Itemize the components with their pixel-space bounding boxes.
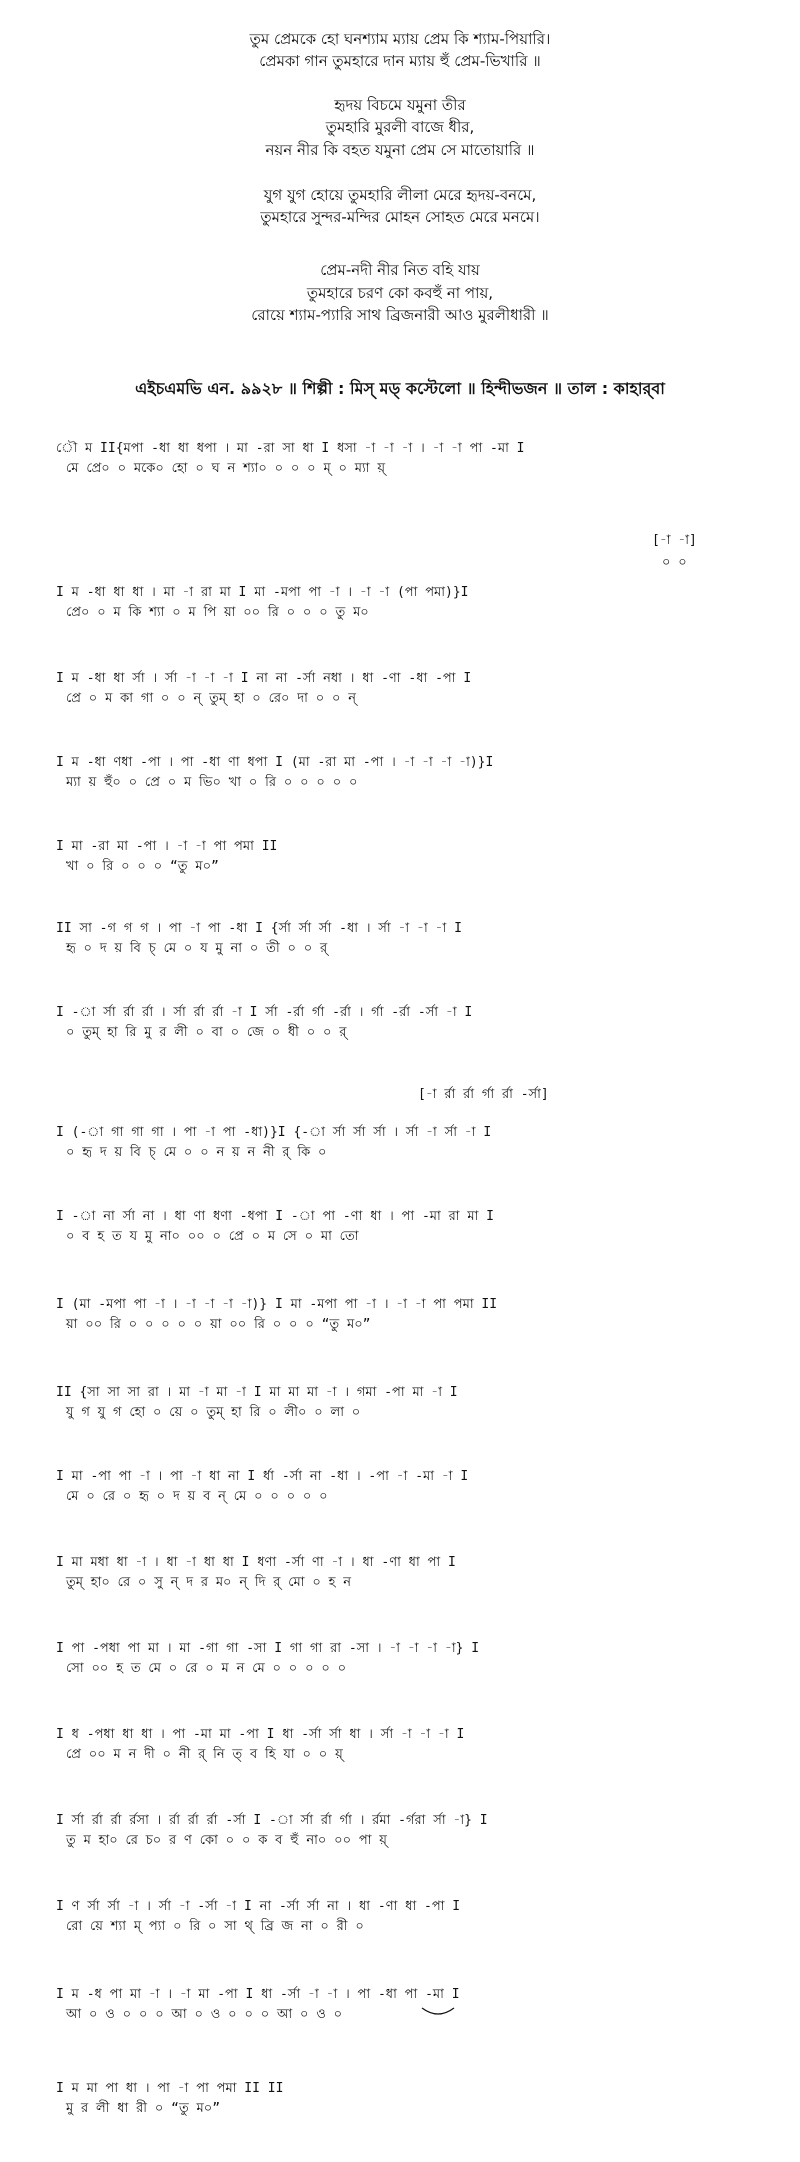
swaralipi-line: I পা -পধা পা মা । মা -গা গা -সা I গা গা রা -সা । -া -া -া -া} I: [56, 1641, 480, 1656]
swaralipi-line: I ম -ধা ণধা -পা । পা -ধা ণা ধপা I (মা -রা মা -পা । -া -া -া -া)}I: [56, 755, 494, 770]
notation-row: [56, 1554, 756, 1598]
swaralipi-line: I ধ -পধা ধা ধা । পা -মা মা -পা I ধা -র্সা র্সা ধা । র্সা -া -া -া I: [56, 1727, 465, 1742]
lyric-syllable-line: রো য়ে শ্যা ম্ প্যা ০ রি ০ সা থ্ ব্রি জ না ০ রী ০: [66, 1919, 364, 1934]
notation-row: [56, 1124, 756, 1168]
notation-row: [56, 1384, 756, 1428]
lyric-line: প্রেমকা গান তুমহারে দান ম্যায় হুঁ প্রেম-ভিখারি ॥: [259, 52, 541, 70]
notation-row: [56, 754, 756, 798]
bracket-annotation: [-া র্রা র্রা র্গা র্রা -র্সা]: [418, 1087, 549, 1102]
lyric-syllable-line: হৃ ০ দ য় বি চ্ মে ০ য মু না ০ তী ০ ০ র্: [66, 941, 328, 956]
swaralipi-line: II {সা সা সা রা । মা -া মা -া I মা মা মা -া । গমা -পা মা -া I: [56, 1385, 458, 1400]
record-heading: এইচএমভি এন. ৯৯২৮ ॥ শিল্পী : মিস্ মড্ কস্টেলো ॥ হিন্দীভজন ॥ তাল : কাহার্‌বা: [135, 379, 665, 398]
swaralipi-line: I ম -ধ পা মা -া । -া মা -পা I ধা -র্সা -া -া । পা -ধা পা -মা I: [56, 1987, 460, 2002]
lyric-syllable-line: যু গ যু গ হো ০ য়ে ০ তুম্ হা রি ০ লী০ ০ লা ০: [66, 1405, 361, 1420]
notation-row: [56, 1986, 756, 2030]
swaralipi-line: I ম মা পা ধা । পা -া পা পমা II II: [56, 2081, 284, 2096]
lyric-line: নয়ন নীর কি বহত যমুনা প্রেম সে মাতোয়ারি ॥: [265, 141, 535, 159]
notation-row: [56, 670, 756, 714]
lyric-syllable-line: প্রে ০ ম কা গা ০ ০ ন্ তুম্ হা ০ রে০ দা ০ ০ ন্: [66, 691, 357, 706]
notation-row: [56, 838, 756, 882]
lyric-syllable-line: য়া ০০ রি ০ ০ ০ ০ ০ য়া ০০ রি ০ ০ ০ “তু ম০”: [66, 1317, 371, 1332]
lyric-syllable-line: ০ হৃ দ য় বি চ্ মে ০ ০ ন য় ন নী র্ কি ০: [66, 1145, 327, 1160]
notation-row: [56, 1296, 756, 1340]
notation-row: [56, 1208, 756, 1252]
notation-row: [56, 440, 756, 484]
notation-row: [56, 2080, 756, 2124]
notation-row: [56, 1726, 756, 1770]
notation-row: [56, 1812, 756, 1856]
notation-row: [56, 1898, 756, 1942]
lyric-syllable-line: ০ ব হ ত য মু না০ ০০ ০ প্রে ০ ম সে ০ মা তো: [66, 1229, 359, 1244]
lyric-line: তুমহারে চরণ কো কবহুঁ না পায়,: [306, 284, 494, 302]
swaralipi-line: I ম -ধা ধা ধা । মা -া রা মা I মা -মপা পা -া । -া -া (পা পমা)}I: [56, 585, 469, 600]
swaralipi-line: I মা -পা পা -া । পা -া ধা না I র্ধা -র্সা না -ধা । -পা -া -মা -া I: [56, 1469, 469, 1484]
notation-row: [56, 1004, 756, 1048]
lyric-syllable-line: মু র লী ধা রী ০ “তু ম০”: [66, 2101, 221, 2116]
lyric-syllable-line: মে ০ রে ০ হৃ ০ দ য় ব ন্ মে ০ ০ ০ ০ ০: [66, 1489, 328, 1504]
lyric-syllable-line: প্রে০ ০ ম কি শ্যা ০ ম পি য়া ০০ রি ০ ০ ০ তু ম০: [66, 605, 369, 620]
swaralipi-line: I ম -ধা ধা র্সা । র্সা -া -া -া I না না -র্সা নধা । ধা -ণা -ধা -পা I: [56, 671, 472, 686]
lyric-line: রোয়ে শ্যাম-প্যারি সাথ ব্রিজনারী আও মুরলীধারী ॥: [251, 306, 549, 324]
lyric-syllable-line: আ ০ ও ০ ০ ০ আ ০ ও ০ ০ ০ আ ০ ও ০: [66, 2007, 343, 2022]
lyric-line: তুমহারি মুরলী বাজে ধীর,: [325, 118, 475, 136]
lyric-line: প্রেম-নদী নীর নিত বহি যায়: [320, 261, 480, 279]
lyric-syllable-line: খা ০ রি ০ ০ ০ “তু ম০”: [66, 859, 219, 874]
lyric-syllable-line: তু ম হা০ রে চ০ র ণ কো ০ ০ ক ব হুঁ না০ ০০ পা য়্: [66, 1833, 387, 1848]
swaralipi-line: I -া র্সা র্রা র্রা । র্সা র্রা র্রা -া I র্সা -র্রা র্গা -র্রা । র্গা -র্রা -র্সা -া I: [56, 1005, 473, 1020]
swaralipi-line: I মা মধা ধা -া । ধা -া ধা ধা I ধণা -র্সা ণা -া । ধা -ণা ধা পা I: [56, 1555, 456, 1570]
swaralipi-line: I ণ র্সা র্সা -া । র্সা -া -র্সা -া I না -র্সা র্সা না । ধা -ণা ধা -পা I: [56, 1899, 461, 1914]
swaralipi-line: I -া না র্সা না । ধা ণা ধণা -ধপা I -া পা -ণা ধা । পা -মা রা মা I: [56, 1209, 494, 1224]
notation-row: [56, 584, 756, 628]
notation-row: [56, 1640, 756, 1684]
slur-mark: [420, 2006, 456, 2018]
swaralipi-line: I মা -রা মা -পা । -া -া পা পমা II: [56, 839, 278, 854]
notation-row: [56, 1468, 756, 1512]
notation-row: [56, 920, 756, 964]
lyric-syllable-line: মে প্রে০ ০ মকে০ হো ০ ঘ ন শ্যা০ ০ ০ ০ ম্ ০ ম্যা য়্: [66, 461, 386, 476]
bracket-annotation-text: ০ ০: [662, 555, 687, 570]
lyric-syllable-line: প্রে ০০ ম ন দী ০ নী র্ নি ত্ ব হি যা ০ ০ য়্: [66, 1747, 343, 1762]
swaralipi-line: ৌ ম II{মপা -ধা ধা ধপা । মা -রা সা ধা I ধসা -া -া -া । -া -া পা -মা I: [56, 441, 525, 456]
swaralipi-line: I র্সা র্রা র্রা র্রসা । র্রা র্রা র্রা -র্সা I -া র্সা র্রা র্গা । র্রমা -র্গরা র্সা -া} I: [56, 1813, 488, 1828]
lyric-line: তুম প্রেমকে হো ঘনশ্যাম ম্যায় প্রেম কি শ্যাম-পিয়ারি।: [249, 30, 551, 48]
swaralipi-line: II সা -গ গ গ । পা -া পা -ধা I {র্সা র্সা র্সা -ধা । র্সা -া -া -া I: [56, 921, 462, 936]
lyric-syllable-line: তুম্ হা০ রে ০ সু ন্ দ র ম০ ন্ দি র্ মো ০ হ ন: [66, 1575, 352, 1590]
bracket-annotation: [-া -া]: [652, 533, 697, 548]
swaralipi-line: I (মা -মপা পা -া । -া -া -া -া)} I মা -মপা পা -া । -া -া পা পমা II: [56, 1297, 498, 1312]
lyric-syllable-line: ০ তুম্ হা রি মু র লী ০ বা ০ জে ০ ধী ০ ০ র্: [66, 1025, 347, 1040]
lyric-line: হৃদয় বিচমে যমুনা তীর: [334, 96, 466, 114]
lyric-line: যুগ যুগ হোয়ে তুমহারি লীলা মেরে হৃদয়-বনমে,: [263, 186, 537, 204]
lyric-syllable-line: সো ০০ হ ত মে ০ রে ০ ম ন মে ০ ০ ০ ০ ০: [66, 1661, 347, 1676]
lyric-syllable-line: ম্যা য় হুঁ০ ০ প্রে ০ ম ভি০ খা ০ রি ০ ০ ০ ০ ০: [66, 775, 358, 790]
lyric-line: তুমহারে সুন্দর-মন্দির মোহন সোহত মেরে মনমে।: [260, 208, 540, 226]
swaralipi-line: I (-া গা গা গা । পা -া পা -ধা)}I {-া র্সা র্সা র্সা । র্সা -া র্সা -া I: [56, 1125, 492, 1140]
